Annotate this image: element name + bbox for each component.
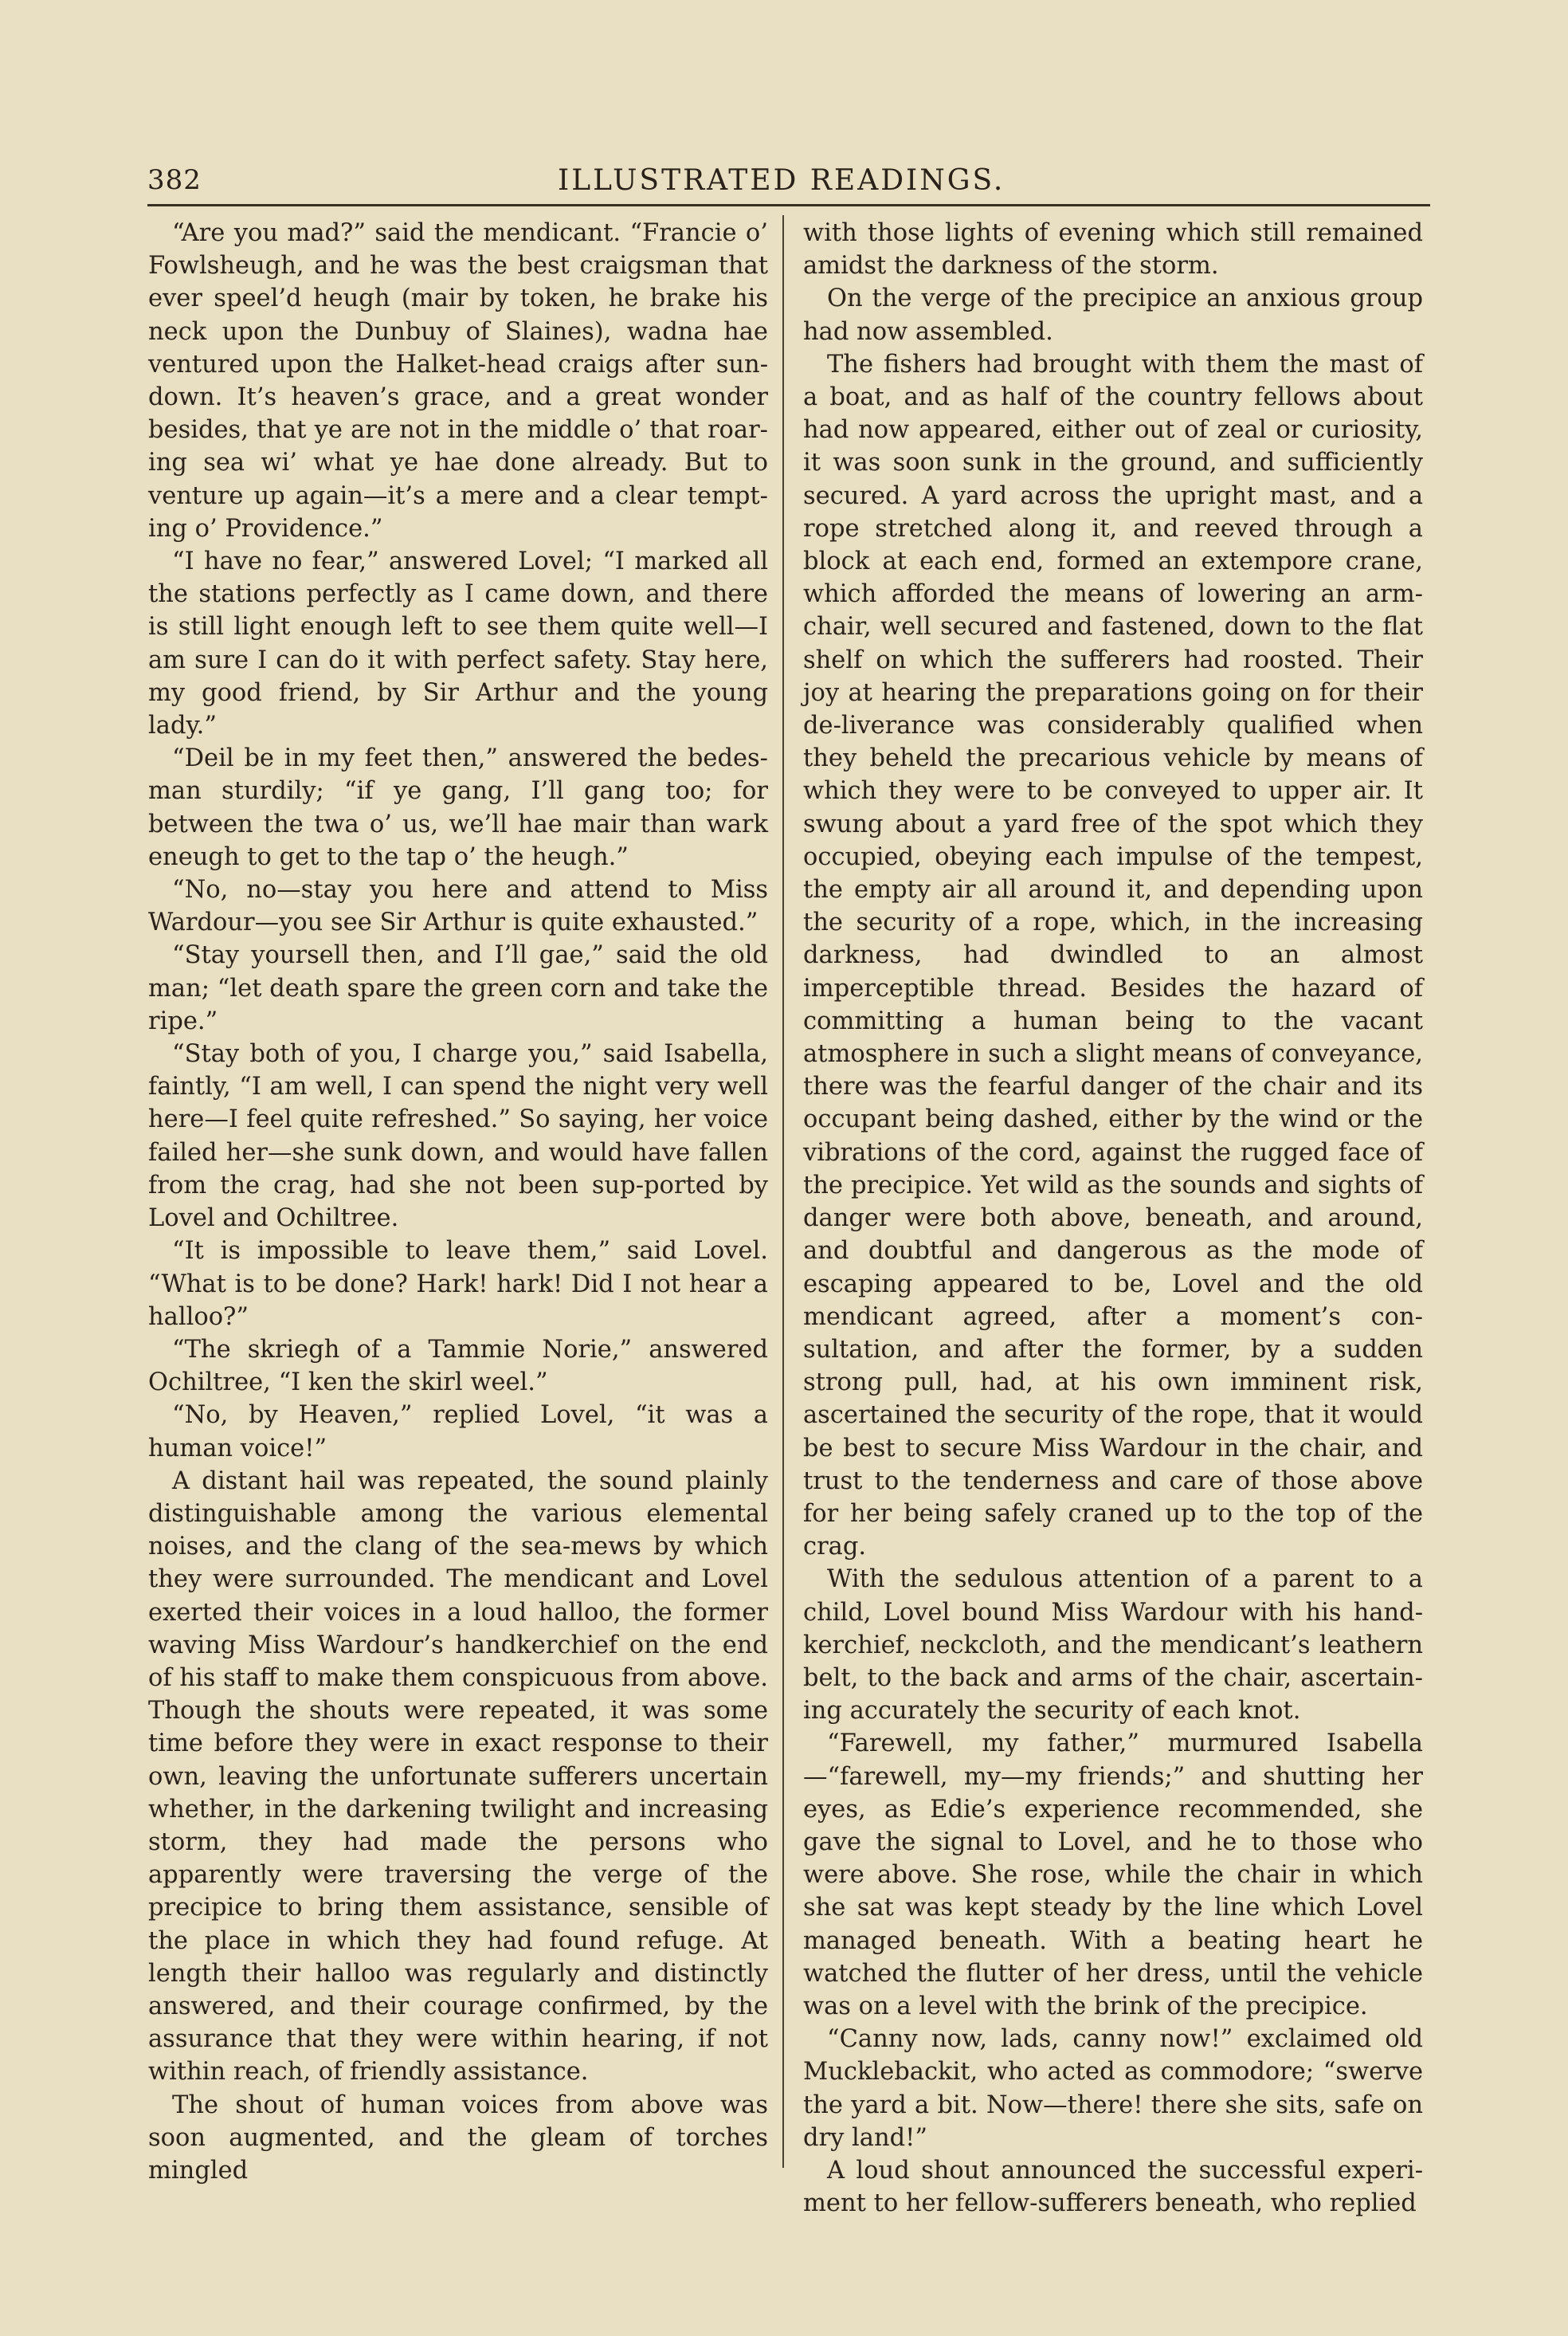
page-number: 382 (147, 164, 202, 196)
paragraph: “Stay yoursell then, and I’ll gae,” said the old man; “let death spare the green corn and take the ripe.” (148, 941, 768, 1035)
paragraph: “The skriegh of a Tammie Norie,” answered Ochiltree, “I ken the skirl weel.” (148, 1335, 768, 1397)
paragraph: “Canny now, lads, canny now!” exclaimed old Mucklebackit, who acted as commodore; “swerve the yard a bit. Now—there! there she sits, safe on dry land!” (803, 2025, 1423, 2152)
paragraph: “No, no—stay you here and attend to Miss Wardour—you see Sir Arthur is quite exhausted.” (148, 876, 768, 937)
paragraph: “No, by Heaven,” replied Lovel, “it was a human voice!” (148, 1401, 768, 1462)
running-title: ILLUSTRATED READINGS. (558, 164, 1005, 197)
paragraph: With the sedulous attention of a parent to a child, Lovel bound Miss Wardour with his hand-kerchief, neckcloth, and the mendicant’s leathern belt, to the back and arms of the chair, ascertain-ing accurately the security of each knot. (803, 1565, 1423, 1725)
paragraph: “Farewell, my father,” murmured Isabella—“farewell, my—my friends;” and shutting her eyes, as Edie’s experience recommended, she gave the signal to Lovel, and he to those who were above. She rose, while the chair in which she sat was kept steady by the line which Lovel managed beneath. With a beating heart he watched the flutter of her dress, until the vehicle was on a level with the brink of the precipice. (803, 1729, 1423, 2020)
paragraph: “I have no fear,” answered Lovel; “I marked all the stations perfectly as I came down, and there is still light enough left to see them quite well—I am sure I can do it with perfect safety. Stay here, my good friend, by Sir Arthur and the young lady.” (148, 548, 768, 740)
paragraph: The fishers had brought with them the mast of a boat, and as half of the country fellows about had now appeared, either out of zeal or curiosity, it was soon sunk in the ground, and sufficiently secured. A yard across the upright mast, and a rope stretched along it, and reeved through a block at each end, formed an extempore crane, which afforded the means of lowering an arm-chair, well secured and fastened, down to the flat shelf on which the sufferers had roosted. Their joy at hearing the preparations going on for their de-liverance was considerably qualified when they beheld the precarious vehicle by means of which they were to be conveyed to upper air. It swung about a yard free of the spot which they occupied, obeying each impulse of the tempest, the empty air all around it, and depending upon the security of a rope, which, in the increasing darkness, had dwindled to an almost imperceptible thread. Besides the hazard of committing a human being to the vacant atmosphere in such a slight means of conveyance, there was the fearful danger of the chair and its occupant being dashed, either by the wind or the vibrations of the cord, against the rugged face of the precipice. Yet wild as the sounds and sights of danger were both above, beneath, and around, and doubtful and dangerous as the mode of escaping appeared to be, Lovel and the old mendicant agreed, after a moment’s con-sultation, and after the former, by a sudden strong pull, had, at his own imminent risk, ascertained the security of the rope, that it would be best to secure Miss Wardour in the chair, and trust to the tenderness and care of those above for her being safely craned up to the top of the crag. (803, 350, 1423, 1561)
right-column (803, 217, 1423, 2220)
paragraph: The shout of human voices from above was soon augmented, and the gleam of torches mingled (148, 2091, 768, 2185)
paragraph-continued: with those lights of evening which still remained amidst the darkness of the storm. (803, 219, 1423, 281)
paragraph: A distant hail was repeated, the sound plainly distinguishable among the various elemental noises, and the clang of the sea-mews by which they were surrounded. The mendicant and Lovel exerted their voices in a loud halloo, the former waving Miss Wardour’s handkerchief on the end of his staff to make them conspicuous from above. Though the shouts were repeated, it was some time before they were in exact response to their own, leaving the unfortunate sufferers uncertain whether, in the darkening twilight and increasing storm, they had made the persons who apparently were traversing the verge of the precipice to bring them assistance, sensible of the place in which they had found refuge. At length their halloo was regularly and distinctly answered, and their courage confirmed, by the assurance that they were within hearing, if not within reach, of friendly assistance. (148, 1466, 768, 2087)
paragraph: “It is impossible to leave them,” said Lovel. “What is to be done? Hark! hark! Did I not hear a halloo?” (148, 1237, 768, 1331)
column-divider (782, 215, 784, 2168)
paragraph: “Deil be in my feet then,” answered the bedes-man sturdily; “if ye gang, I’ll gang too; for between the twa o’ us, we’ll hae mair than wark eneugh to get to the tap o’ the heugh.” (148, 744, 768, 871)
header-rule (147, 204, 1430, 206)
paragraph: On the verge of the precipice an anxious group had now assembled. (803, 285, 1423, 346)
left-column (148, 217, 768, 2187)
page-header (147, 156, 1430, 204)
paragraph: “Are you mad?” said the mendicant. “Francie o’ Fowlsheugh, and he was the best craigsman that ever speel’d heugh (mair by token, he brake his neck upon the Dunbuy of Slaines), wadna hae ventured upon the Halket-head craigs after sun-down. It’s heaven’s grace, and a great wonder besides, that ye are not in the middle o’ that roar-ing sea wi’ what ye hae done already. But to venture up again—it’s a mere and a clear tempt-ing o’ Providence.” (148, 219, 768, 543)
paragraph: “Stay both of you, I charge you,” said Isabella, faintly, “I am well, I can spend the night very well here—I feel quite refreshed.” So saying, her voice failed her—she sunk down, and would have fallen from the crag, had she not been sup-ported by Lovel and Ochiltree. (148, 1040, 768, 1233)
paragraph: A loud shout announced the successful experi-ment to her fellow-sufferers beneath, who replied (803, 2156, 1423, 2218)
